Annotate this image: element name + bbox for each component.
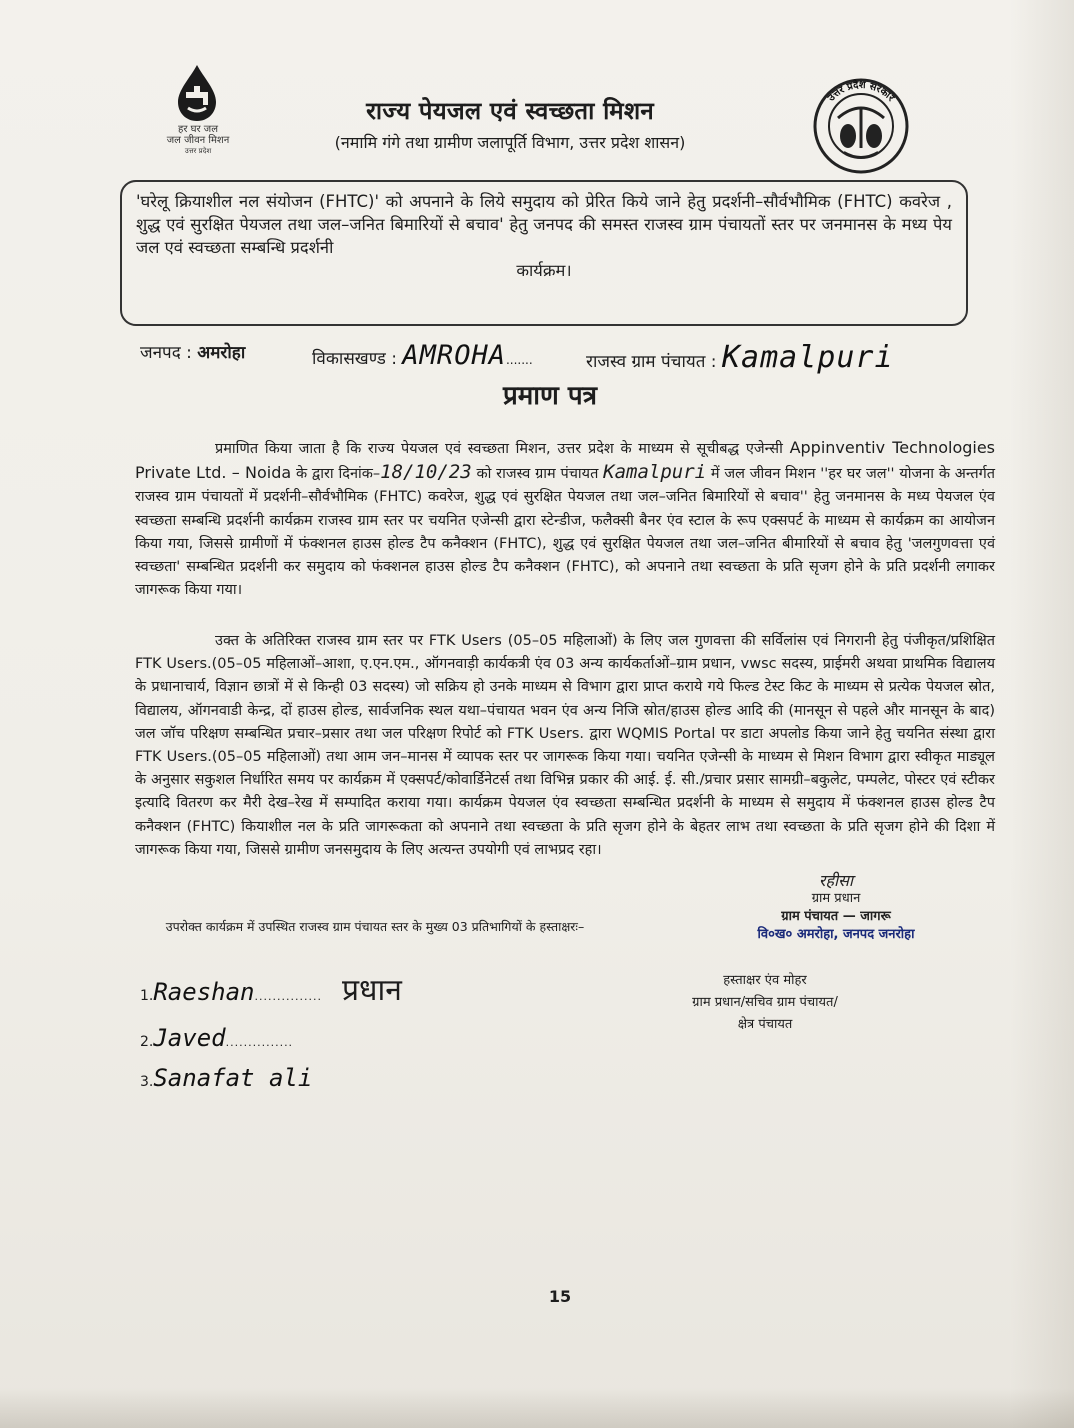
gram-panchayat-value-handwritten: Kamalpuri — [721, 340, 894, 375]
participant-signature-3: 3.Sanafat ali — [140, 1064, 313, 1092]
program-heading-text: 'घरेलू क्रियाशील नल संयोजन (FHTC)' को अपनाने के लिये समुदाय को प्रेरित किये जाने हेतु प्रदर्शनी–सौर्वभौमिक (FHTC) कवरेज , शुद्ध एवं सुरक्षित पेयजल तथा जल–जनित बिमारियों से बचाव' हेतु जनपद की समस्त राजस्व ग्राम पंचायतों स्तर पर जनमानस के मध्य पेय जल एवं स्वच्छता सम्बन्धि प्रदर्शनी — [136, 192, 952, 257]
event-date-handwritten: 18/10/23 — [380, 461, 472, 484]
page-edge-shadow — [1010, 0, 1074, 1428]
emblem-text: उत्तर प्रदेश सरकार — [825, 79, 897, 104]
mission-title: राज्य पेयजल एवं स्वच्छता मिशन — [366, 97, 654, 125]
har-ghar-jal-logo — [150, 64, 246, 160]
certificate-title: प्रमाण पत्र — [502, 381, 598, 411]
certificate-paragraph-1: प्रमाणित किया जाता है कि राज्य पेयजल एवं स्वच्छता मिशन, उत्तर प्रदेश के माध्यम से सूचीबद्ध एजेन्सी Appinventiv Technologies Private Ltd. – Noida के द्वारा दिनांक–18/10/23 को राजस्व ग्राम पंचायत Kamalpuri में जल जीवन मिशन ''हर घर जल'' योजना के अन्तर्गत राजस्व ग्राम पंचायतों में प्रदर्शनी–सौर्वभौमिक (FHTC) कवरेज, शुद्ध एवं सुरक्षित पेयजल तथा जल–जनित बिमारियों से बचाव'' हेतु जनमानस के मध्य पेयजल एंव स्वच्छता सम्बन्धि प्रदर्शनी कार्यक्रम राजस्व ग्राम स्तर पर चयनित एजेन्सी द्वारा स्टेन्डीज, फलैक्सी बैनर एंव स्टाल के रूप एक्सपर्ट के माध्यम से कार्यक्रम का आयोजन किया गया, जिससे ग्रामीणों में फंक्शनल हाउस होल्ड टैप कनैक्शन (FHTC), शुद्ध एवं सुरक्षित पेयजल तथा जल–जनित बीमारियों से बचाव हेतु 'जलगुणवत्ता एवं स्वच्छता' सम्बन्धित प्रदर्शनी कर समुदाय को फंक्शनल हाउस होल्ड टैप कनैक्शन (FHTC), को अपनाने तथा स्वच्छता के प्रति सृजग होने के प्रति प्रदर्शनी लगाकर जागरूक किया गया। — [135, 438, 996, 599]
program-heading-last-line: कार्यक्रम। — [516, 261, 572, 280]
page-number: 15 — [548, 1287, 572, 1306]
participant-signature-2: 2.Javed............... — [140, 1024, 294, 1052]
block-field: विकासखण्ड : AMROHA....... — [312, 340, 533, 371]
mission-subtitle: (नमामि गंगे तथा ग्रामीण जलापूर्ति विभाग, उत्तर प्रदेश शासन) — [334, 133, 686, 152]
page-bottom-shadow — [0, 1388, 1074, 1428]
gram-panchayat-field: राजस्व ग्राम पंचायत : Kamalpuri — [586, 340, 894, 375]
signature-seal-caption: हस्ताक्षर एंव मोहर ग्राम प्रधान/सचिव ग्राम पंचायत/ क्षेत्र पंचायत — [692, 973, 838, 1032]
district-value: अमरोहा — [197, 343, 246, 363]
certificate-paragraph-2: उक्त के अतिरिक्त राजस्व ग्राम स्तर पर FTK Users (05–05 महिलाओं) के लिए जल गुणवत्ता की सर्विलांस एवं निगरानी हेतु पंजीकृत/प्रशिक्षित FTK Users.(05–05 महिलाओं–आशा, ए.एन.एम., ऑगनवाड़ी कार्यकत्री एंव 03 अन्य कार्यकर्ताओं–ग्राम प्रधान, vwsc सदस्य, प्राईमरी अथवा प्राथमिक विद्यालय के प्रधानाचार्य, विज्ञान छात्रों में से किन्ही 03 सदस्य) जो सक्रिय हो उनके माध्यम से विभाग द्वारा प्राप्त कराये गये फिल्ड टेस्ट किट के माध्यम से प्रत्येक पेयजल स्रोत, विद्यालय, ऑगनवाडी केन्द्र, दों हाउस होल्ड, सार्वजनिक स्थल यथा–पंचायत भवन एंव अन्य निजि स्रोत/हाउस होल्ड आदि की (मानसून से पहले और मानसून के बाद) जल जॉच परिक्षण सम्बन्धित प्रचार–प्रसार तथा जल परिक्षण रिपोर्ट को FTK Users. द्वारा WQMIS Portal पर डाटा अपलोड किया जाने हेतु चयनित संस्था द्वारा FTK Users.(05–05 महिलाओं) तथा आम जन–मानस में व्यापक स्तर पर जागरूक किया गया। चयनित एजेन्सी के माध्यम से मिशन विभाग द्वारा स्वीकृत माड्यूल के अनुसार सकुशल निर्धारित समय पर कार्यक्रम में एक्सपर्ट/कोवार्डिनेटर्स तथा विभिन्न प्रकार की आई. ई. सी./प्रचार प्रसार सामग्री–बकुलेट, पम्पलेट, पोस्टर एवं स्टीकर इत्यादि वितरण कर मैरी देख–रेख में सम्पादित कराया गया। कार्यक्रम पेयजल एंव स्वच्छता सम्बन्धित प्रदर्शनी के माध्यम से समुदाय में फंक्शनल हाउस होल्ड टैप कनैक्शन (FHTC) कियाशील नल के प्रति जागरूकता को अपनाने तथा स्वच्छता के प्रति सृजग होने के बेहतर लाभ तथा स्वच्छता के प्रति सृजग होने की दिशा में जागरूक किया गया, जिससे ग्रामीण जनसमुदाय के लिए अत्यन्त उपयोगी एवं लाभप्रद रहा। — [135, 633, 995, 858]
agency-name: Appinventiv Technologies Private Ltd. – Noida — [135, 438, 996, 483]
block-value-handwritten: AMROHA — [402, 340, 506, 371]
program-heading-box — [120, 180, 968, 326]
participant-signature-1: 1.Raeshan............... प्रधान — [140, 973, 402, 1008]
water-drop-tap-icon — [174, 64, 220, 122]
logo-caption: हर घर जल जल जीवन मिशन उत्तर प्रदेश — [166, 124, 230, 155]
gram-panchayat-handwritten: Kamalpuri — [603, 461, 707, 484]
pradhan-signature: रहीसा — [818, 871, 854, 890]
svg-text:उत्तर प्रदेश सरकार — [825, 78, 896, 104]
district-field: जनपद : अमरोहा — [140, 343, 246, 363]
participants-signature-note: उपरोक्त कार्यक्रम में उपस्थित राजस्व ग्राम पंचायत स्तर के मुख्य 03 प्रतिभागियों के हस्ताक्षरः– — [165, 919, 585, 934]
up-government-emblem — [808, 78, 914, 174]
pradhan-stamp: रहीसा ग्राम प्रधान ग्राम पंचायत — जागरू वि०ख० अमरोहा, जनपद जनरोहा — [726, 872, 946, 944]
